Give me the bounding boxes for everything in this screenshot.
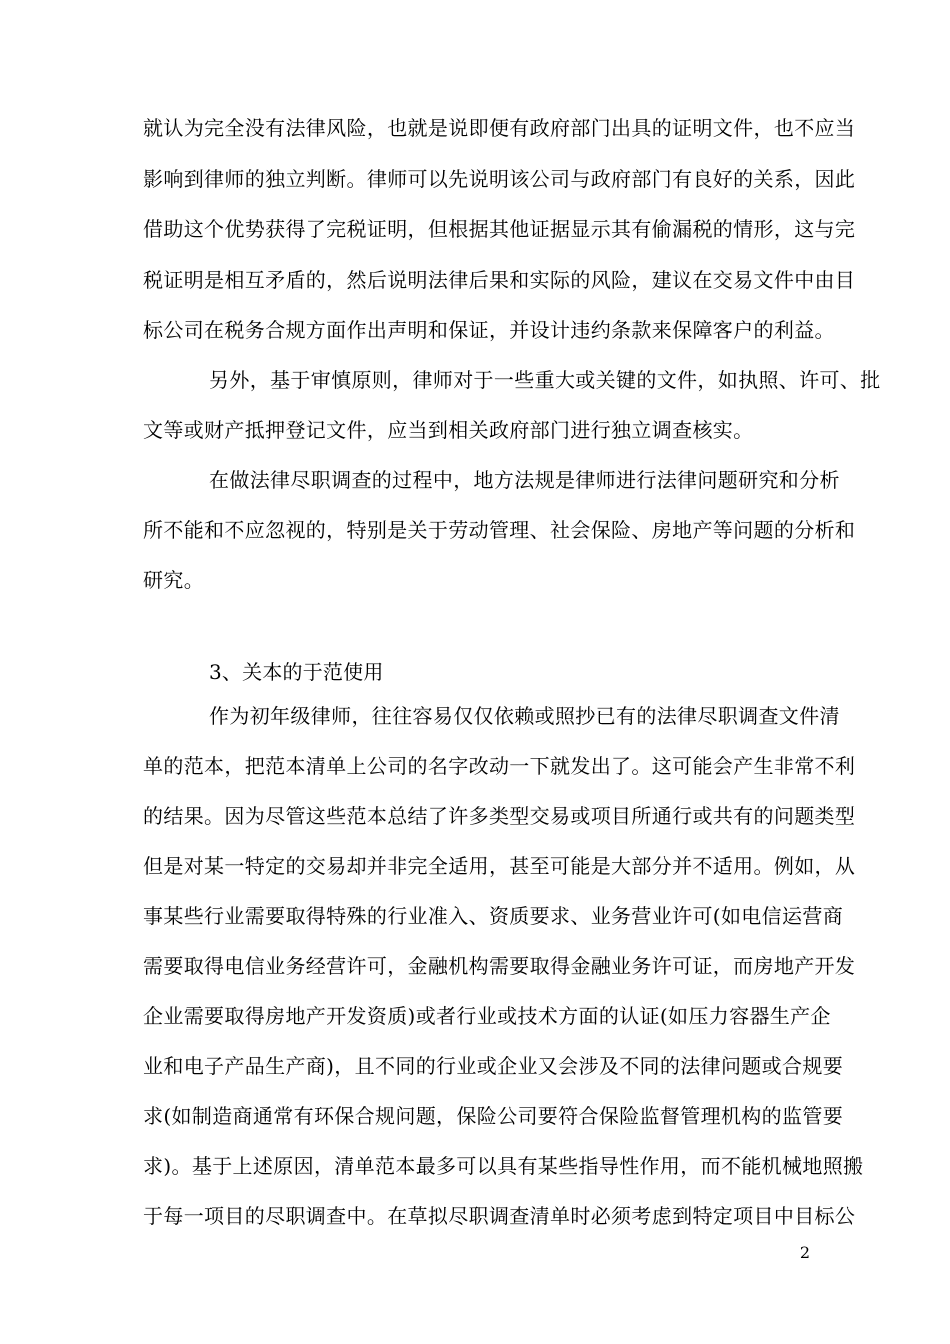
body-text-line: 的结果。因为尽管这些范本总结了许多类型交易或项目所通行或共有的问题类型	[143, 804, 856, 828]
body-text-line: 求(如制造商通常有环保合规问题，保险公司要符合保险监督管理机构的监管要	[143, 1104, 844, 1128]
body-text-line: 另外，基于审慎原则，律师对于一些重大或关键的文件，如执照、许可、批	[209, 368, 881, 392]
body-text-line: 需要取得电信业务经营许可，金融机构需要取得金融业务许可证，而房地产开发	[143, 954, 856, 978]
body-text-line: 借助这个优势获得了完税证明，但根据其他证据显示其有偷漏税的情形，这与完	[143, 217, 856, 241]
body-text-line: 求)。基于上述原因，清单范本最多可以具有某些指导性作用，而不能机械地照搬	[143, 1154, 864, 1178]
body-text-line: 业和电子产品生产商)，且不同的行业或企业又会涉及不同的法律问题或合规要	[143, 1054, 844, 1078]
body-text-line: 文等或财产抵押登记文件，应当到相关政府部门进行独立调查核实。	[143, 418, 754, 442]
body-text-line: 企业需要取得房地产开发资质)或者行业或技术方面的认证(如压力容器生产企	[143, 1004, 831, 1028]
body-text-line: 单的范本，把范本清单上公司的名字改动一下就发出了。这可能会产生非常不利	[143, 754, 856, 778]
section-heading: 3、关本的于范使用	[209, 660, 384, 684]
body-text-line: 影响到律师的独立判断。律师可以先说明该公司与政府部门有良好的关系，因此	[143, 167, 856, 191]
body-text-line: 标公司在税务合规方面作出声明和保证，并设计违约条款来保障客户的利益。	[143, 318, 835, 342]
body-text-line: 事某些行业需要取得特殊的行业准入、资质要求、业务营业许可(如电信运营商	[143, 904, 844, 928]
body-text-line: 就认为完全没有法律风险，也就是说即便有政府部门出具的证明文件，也不应当	[143, 116, 856, 140]
page-number: 2	[799, 1243, 810, 1262]
body-text-line: 但是对某一特定的交易却并非完全适用，甚至可能是大部分并不适用。例如，从	[143, 854, 856, 878]
body-text-line: 研究。	[143, 568, 205, 592]
body-text-line: 于每一项目的尽职调查中。在草拟尽职调查清单时必须考虑到特定项目中目标公	[143, 1204, 856, 1228]
body-text-line: 所不能和不应忽视的，特别是关于劳动管理、社会保险、房地产等问题的分析和	[143, 518, 856, 542]
body-text-line: 税证明是相互矛盾的，然后说明法律后果和实际的风险，建议在交易文件中由目	[143, 268, 856, 292]
body-text-line: 作为初年级律师，往往容易仅仅依赖或照抄已有的法律尽职调查文件清	[209, 704, 840, 728]
body-text-line: 在做法律尽职调查的过程中，地方法规是律师进行法律问题研究和分析	[209, 468, 840, 492]
